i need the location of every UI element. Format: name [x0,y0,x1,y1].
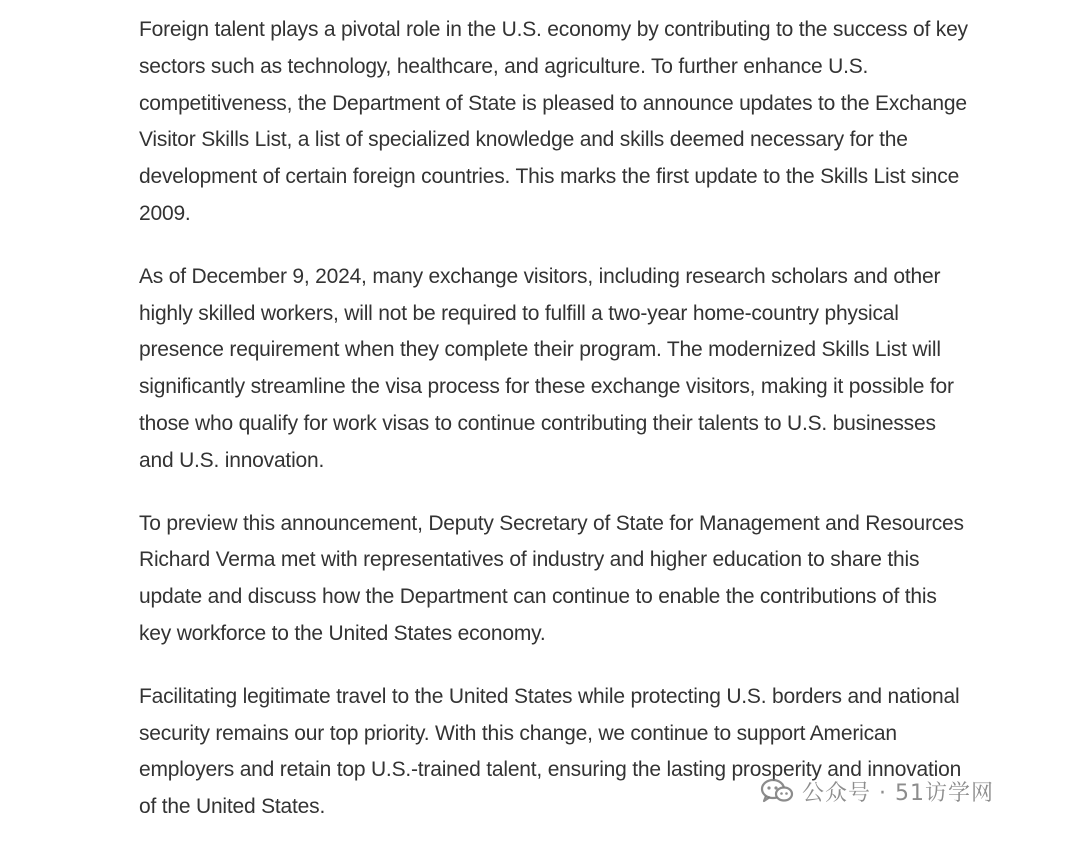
watermark-text: 公众号 · 51访学网 [802,780,994,806]
watermark [760,772,994,810]
paragraph-4: Facilitating legitimate travel to the United States while protecting U.S. borders and national security remains our top priority. With this change, we continue to support American employers and retain top U.S.-trained talent, ensuring the lasting prosperity and innovation of the United States. [139,684,962,819]
paragraph-1: Foreign talent plays a pivotal role in the U.S. economy by contributing to the success of key sectors such as technology, healthcare, and agriculture. To further enhance U.S. competitiveness, the Department of State is pleased to announce updates to the Exchange Visitor Skills List, a list of specialized knowledge and skills deemed necessary for the development of certain foreign countries. This marks the first update to the Skills List since 2009. [139,18,968,225]
paragraph-2: As of December 9, 2024, many exchange visitors, including research scholars and other highly skilled workers, will not be required to fulfill a two-year home-country physical presence requirement when they complete their program. The modernized Skills List will significantly streamline the visa process for these exchange visitors, making it possible for those who qualify for work visas to continue contributing their talents to U.S. businesses and U.S. innovation. [139,264,954,472]
article-body [139,12,974,852]
paragraph-3: To preview this announcement, Deputy Secretary of State for Management and Resources Richard Verma met with representatives of industry and higher education to share this update and discuss how the Department can continue to enable the contributions of this key workforce to the United States economy. [139,511,964,645]
wechat-icon [760,777,794,805]
